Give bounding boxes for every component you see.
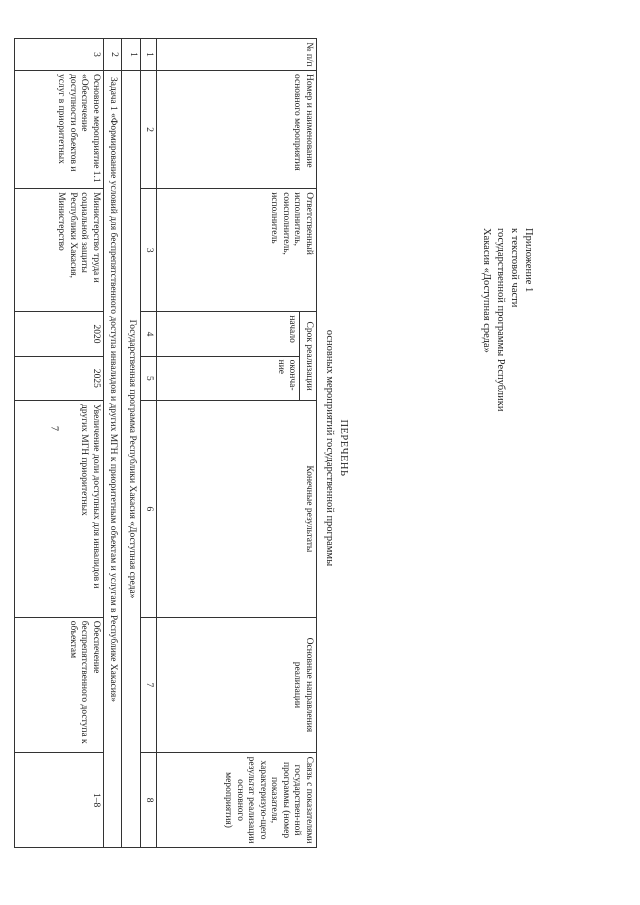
title-line-2: основных мероприятий государственной программы xyxy=(324,329,335,567)
appendix-line-4: Хакасия «Доступная среда» xyxy=(481,228,492,353)
header-directions: Основные направления реализации xyxy=(157,617,317,752)
measure-name-cell: Основное мероприятие 1.1 «Обеспечение доступности объектов и услуг в приоритетных xyxy=(15,71,104,189)
column-number: 5 xyxy=(141,356,158,400)
table-row xyxy=(15,39,104,848)
end-year-cell: 2025 xyxy=(15,356,104,400)
header-num: № п/п xyxy=(157,39,317,71)
header-end: оконча-ние xyxy=(157,356,300,400)
header-results: Конечные результаты xyxy=(157,400,317,617)
header-name: Номер и наименование основного мероприятия xyxy=(157,71,317,189)
column-number: 3 xyxy=(141,189,158,312)
directions-cell: Обеспечение беспрепятственного доступа к объектам xyxy=(15,617,104,752)
responsible-cell: Министерство труда и социальной защиты Республики Хакасия, Министерство xyxy=(15,189,104,312)
column-number: 8 xyxy=(141,753,158,848)
header-row-1 xyxy=(300,39,317,848)
column-number: 1 xyxy=(141,39,158,71)
column-number: 6 xyxy=(141,400,158,617)
row-number: 3 xyxy=(15,39,104,71)
header-responsible: Ответственный исполнитель, соисполнитель, исполнитель xyxy=(157,189,317,312)
document-title xyxy=(322,38,350,858)
link-cell: 1–8 xyxy=(15,753,104,848)
column-number: 4 xyxy=(141,312,158,356)
start-year-cell: 2020 xyxy=(15,312,104,356)
task-cell: Задача 1 «Формирование условий для беспрепятственного доступа инвалидов и других МГН к приоритетным объектам и услугам в Республике Хакасия» xyxy=(104,71,123,848)
program-title-cell: Государственная программа Республики Хакасия «Доступная среда» xyxy=(122,71,141,848)
header-link: Связь с показателями государствен-ной программы (номер показателя, характеризую-щего результат реализации основного мероприятия) xyxy=(157,753,317,848)
rotated-sheet xyxy=(56,38,535,858)
appendix-block xyxy=(479,228,535,558)
row-number: 2 xyxy=(104,39,123,71)
appendix-line-2: к текстовой части xyxy=(509,228,520,308)
column-numbers-row xyxy=(141,39,158,848)
header-start: начало xyxy=(157,312,300,356)
table-row xyxy=(122,39,141,848)
row-number: 1 xyxy=(122,39,141,71)
page-number: 7 xyxy=(48,426,60,431)
title-line-1: ПЕРЕЧЕНЬ xyxy=(338,419,349,477)
header-term: Срок реализации xyxy=(300,312,317,401)
appendix-line-1: Приложение 1 xyxy=(523,228,534,293)
measures-table xyxy=(14,38,317,848)
column-number: 7 xyxy=(141,617,158,752)
table-row xyxy=(104,39,123,848)
column-number: 2 xyxy=(141,71,158,189)
results-cell: Увеличение доли доступных для инвалидов и других МГН приоритетных xyxy=(15,400,104,617)
appendix-line-3: государственной программы Республики xyxy=(495,228,506,412)
